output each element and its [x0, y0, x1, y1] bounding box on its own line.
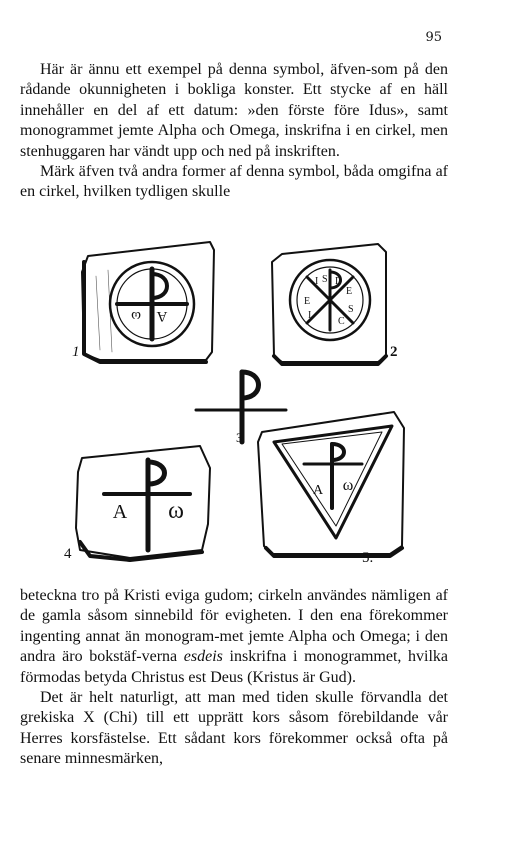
figure-5-stone	[258, 412, 404, 556]
figure-4-stone	[76, 446, 210, 560]
figure-2-letter: E	[304, 296, 311, 307]
figure-label-1: 1	[72, 344, 80, 360]
text-run: Det är helt naturligt, att man med tiden skulle förvandla det grekiska X (Chi) till ett upprätt kors såsom förebildande vår Herres korsfästelse. Ett sådant kors förekommer också ofta på senare minnesmärken,	[20, 689, 448, 768]
figure-2-letter: D	[335, 276, 343, 287]
text-block-top	[20, 60, 448, 203]
figure-2-letter: I	[315, 276, 319, 287]
figure-2-letter: E	[346, 286, 353, 297]
figure-2-letter: I	[308, 310, 312, 321]
figure-1-alpha: A	[156, 308, 168, 324]
italic-text: esdeis	[183, 648, 223, 666]
monogram-figure	[60, 232, 430, 572]
figure-2-letter: C	[338, 316, 345, 327]
figure-1-stone	[82, 242, 214, 362]
paragraph	[20, 688, 448, 770]
figure-label-5: 5.	[362, 550, 374, 566]
figure-4-omega: ω	[168, 498, 184, 524]
figure-1-omega: ω	[131, 308, 141, 324]
page-number: 95	[425, 30, 442, 45]
text-run: inskrifna i monogrammet, hvilka förmodas betyda Christus est Deus (Kristus är Gud).	[20, 648, 449, 686]
figure-4-alpha: A	[112, 501, 128, 523]
figure-label-4: 4	[64, 546, 72, 562]
figure-2-stone	[272, 244, 386, 364]
figure-5-alpha: A	[312, 483, 324, 498]
figure-2-letter: S	[322, 274, 328, 285]
figure-2-letter: S	[348, 304, 354, 315]
text-block-bottom	[20, 586, 448, 770]
figure-5-omega: ω	[342, 477, 354, 494]
figure-label-2: 2	[390, 344, 398, 360]
figure-label-3: 3	[236, 430, 243, 445]
paragraph: Märk äfven två andra former af denna symbol, båda omgifna af en cirkel, hvilken tydligen skulle	[20, 163, 448, 201]
text-run: beteckna tro på Kristi eviga gudom; cirkeln användes nämligen af de gamla såsom sinnebild för evigheten. I den ena förekommer ingenting annat än monogram-met jemte Alpha och Omega; i den andra äro bokstäf-verna	[20, 587, 448, 666]
paragraph	[20, 586, 448, 688]
paragraph: Här är ännu ett exempel på denna symbol, äfven-som på den rådande okunnigheten i bokliga konster. Ett stycke af en häll innehåller en del af ett datum: »den förste före Idus», samt monogrammet jemte Alpha och Omega, inskrifna i en cirkel, men stenhuggaren har vändt upp och ned på inskriften.	[20, 61, 448, 160]
